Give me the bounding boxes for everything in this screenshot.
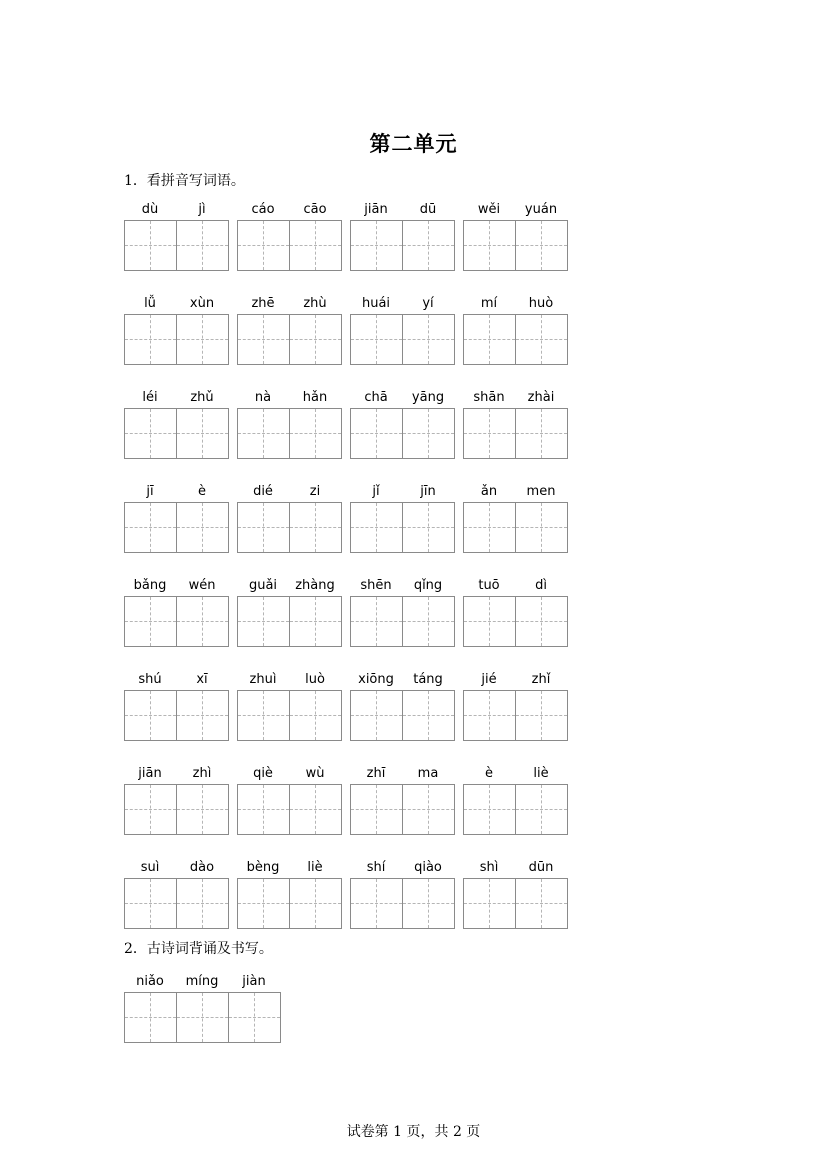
word-item	[124, 482, 228, 556]
writing-cell[interactable]	[177, 221, 228, 270]
word-row	[124, 576, 584, 656]
pinyin-line	[237, 388, 341, 408]
pinyin-syllable: zhài	[527, 390, 555, 405]
pinyin-syllable: huò	[528, 296, 554, 311]
pinyin-syllable: shì	[479, 860, 499, 875]
pinyin-syllable: zhì	[192, 766, 212, 781]
pinyin-syllable: yāng	[411, 390, 445, 405]
pinyin-syllable: dù	[141, 202, 159, 217]
pinyin-syllable: ǎn	[480, 484, 498, 499]
word-item	[350, 388, 454, 462]
pinyin-syllable: zhī	[366, 766, 386, 781]
writing-cell[interactable]	[351, 409, 403, 458]
pinyin-syllable: zhù	[303, 296, 327, 311]
pinyin-line	[124, 764, 228, 784]
pinyin-syllable: è	[198, 484, 206, 499]
writing-cell[interactable]	[125, 879, 177, 928]
poem-writing-box	[124, 972, 284, 1048]
pinyin-line	[350, 670, 454, 690]
word-item	[237, 858, 341, 932]
writing-cell[interactable]	[403, 503, 454, 552]
question-2	[124, 940, 273, 958]
writing-cell[interactable]	[516, 409, 567, 458]
word-item	[237, 482, 341, 556]
pinyin-syllable: wén	[188, 578, 216, 593]
writing-cell[interactable]	[177, 409, 228, 458]
word-item	[463, 200, 567, 274]
writing-boxes	[124, 220, 229, 271]
writing-boxes	[237, 502, 342, 553]
pinyin-line	[124, 576, 228, 596]
question-2-number: 2．	[124, 941, 147, 957]
word-item	[124, 200, 228, 274]
writing-boxes	[350, 314, 455, 365]
writing-boxes	[350, 596, 455, 647]
writing-boxes	[463, 314, 568, 365]
pinyin-line	[463, 670, 567, 690]
writing-cell[interactable]	[464, 315, 516, 364]
writing-cell[interactable]	[238, 315, 290, 364]
writing-cell[interactable]	[403, 879, 454, 928]
writing-cell[interactable]	[125, 315, 177, 364]
pinyin-syllable: dì	[535, 578, 547, 593]
pinyin-syllable: hǎn	[302, 390, 328, 405]
writing-cell[interactable]	[290, 409, 341, 458]
pinyin-line	[463, 200, 567, 220]
pinyin-syllable: men	[526, 484, 556, 499]
writing-boxes	[463, 784, 568, 835]
pinyin-syllable: yí	[422, 296, 434, 311]
writing-cell[interactable]	[290, 221, 341, 270]
word-row	[124, 294, 584, 374]
pinyin-line	[124, 294, 228, 314]
writing-cell[interactable]	[125, 503, 177, 552]
word-item	[124, 388, 228, 462]
pinyin-syllable: léi	[142, 390, 158, 405]
writing-cell[interactable]	[516, 691, 567, 740]
question-1	[124, 172, 245, 190]
writing-cell[interactable]	[177, 315, 228, 364]
pinyin-syllable: shān	[473, 390, 505, 405]
writing-boxes	[463, 408, 568, 459]
pinyin-syllable: niǎo	[136, 974, 164, 989]
pinyin-syllable: shēn	[360, 578, 392, 593]
word-item	[350, 764, 454, 838]
writing-cell[interactable]	[125, 221, 177, 270]
pinyin-syllable: dào	[189, 860, 215, 875]
pinyin-line	[237, 200, 341, 220]
pinyin-syllable: táng	[413, 672, 443, 687]
writing-cell[interactable]	[464, 409, 516, 458]
pinyin-syllable: qiào	[414, 860, 442, 875]
pinyin-syllable: lǚ	[144, 296, 156, 311]
writing-cell[interactable]	[229, 993, 280, 1042]
pinyin-syllable: jǐ	[372, 484, 380, 499]
pinyin-line	[463, 482, 567, 502]
writing-cell[interactable]	[290, 597, 341, 646]
word-item	[463, 294, 567, 368]
pinyin-syllable: dū	[419, 202, 437, 217]
writing-cell[interactable]	[290, 315, 341, 364]
word-row	[124, 200, 584, 280]
writing-cell[interactable]	[177, 503, 228, 552]
writing-boxes	[124, 596, 229, 647]
pinyin-syllable: wù	[305, 766, 325, 781]
pinyin-syllable: qǐng	[413, 578, 443, 593]
word-item	[237, 294, 341, 368]
writing-cell[interactable]	[290, 503, 341, 552]
pinyin-line	[350, 764, 454, 784]
pinyin-syllable: chā	[364, 390, 388, 405]
word-item	[124, 294, 228, 368]
writing-boxes	[124, 408, 229, 459]
word-item	[124, 670, 228, 744]
pinyin-syllable: shí	[366, 860, 386, 875]
word-item	[237, 200, 341, 274]
pinyin-line	[350, 576, 454, 596]
writing-boxes	[124, 878, 229, 929]
word-item	[124, 764, 228, 838]
pinyin-line	[124, 200, 228, 220]
pinyin-syllable: mí	[480, 296, 498, 311]
pinyin-syllable: shú	[138, 672, 162, 687]
word-row	[124, 388, 584, 468]
pinyin-syllable: míng	[185, 974, 219, 989]
word-item	[463, 576, 567, 650]
pinyin-syllable: jié	[481, 672, 497, 687]
pinyin-line	[463, 576, 567, 596]
writing-boxes	[237, 596, 342, 647]
page-footer: 试卷第 1 页，共 2 页	[346, 1124, 481, 1140]
word-item	[237, 576, 341, 650]
word-item	[463, 670, 567, 744]
writing-cell[interactable]	[351, 879, 403, 928]
pinyin-syllable: zhuì	[249, 672, 277, 687]
pinyin-line	[237, 670, 341, 690]
writing-cell[interactable]	[125, 691, 177, 740]
writing-cell[interactable]	[125, 993, 177, 1042]
pinyin-syllable: ma	[417, 766, 439, 781]
word-item	[350, 576, 454, 650]
writing-cell[interactable]	[351, 221, 403, 270]
writing-cell[interactable]	[516, 315, 567, 364]
pinyin-syllable: cáo	[251, 202, 275, 217]
writing-cell[interactable]	[403, 691, 454, 740]
writing-cell[interactable]	[290, 785, 341, 834]
writing-cell[interactable]	[464, 691, 516, 740]
pinyin-syllable: liè	[533, 766, 549, 781]
word-row	[124, 670, 584, 750]
writing-cell[interactable]	[238, 597, 290, 646]
writing-cell[interactable]	[238, 785, 290, 834]
writing-cell[interactable]	[238, 503, 290, 552]
writing-cell[interactable]	[403, 315, 454, 364]
pinyin-syllable: jiān	[138, 766, 162, 781]
writing-boxes	[124, 502, 229, 553]
writing-boxes	[237, 314, 342, 365]
pinyin-line	[124, 858, 228, 878]
writing-cell[interactable]	[177, 597, 228, 646]
pinyin-syllable: qiè	[253, 766, 273, 781]
pinyin-syllable: liè	[307, 860, 323, 875]
question-1-text: 看拼音写词语。	[146, 173, 245, 189]
pinyin-syllable: jì	[198, 202, 206, 217]
writing-cell[interactable]	[516, 785, 567, 834]
writing-cell[interactable]	[125, 409, 177, 458]
writing-cell[interactable]	[516, 503, 567, 552]
writing-boxes	[463, 220, 568, 271]
writing-cell[interactable]	[351, 785, 403, 834]
pinyin-syllable: wěi	[477, 202, 501, 217]
pinyin-syllable: bèng	[246, 860, 280, 875]
word-item	[350, 482, 454, 556]
writing-cell[interactable]	[464, 879, 516, 928]
pinyin-syllable: suì	[140, 860, 160, 875]
writing-cell[interactable]	[238, 221, 290, 270]
writing-cell[interactable]	[516, 221, 567, 270]
word-item	[463, 764, 567, 838]
writing-boxes	[350, 784, 455, 835]
writing-boxes	[124, 784, 229, 835]
writing-cell[interactable]	[125, 785, 177, 834]
writing-cell[interactable]	[464, 503, 516, 552]
writing-boxes	[124, 992, 281, 1043]
pinyin-syllable: luò	[305, 672, 325, 687]
word-item	[350, 294, 454, 368]
writing-cell[interactable]	[403, 221, 454, 270]
writing-cell[interactable]	[403, 597, 454, 646]
writing-cell[interactable]	[351, 691, 403, 740]
writing-boxes	[237, 220, 342, 271]
pinyin-syllable: è	[485, 766, 493, 781]
pinyin-line	[237, 764, 341, 784]
word-item	[237, 388, 341, 462]
word-row	[124, 482, 584, 562]
writing-cell[interactable]	[177, 785, 228, 834]
question-2-text: 古诗词背诵及书写。	[146, 941, 273, 957]
writing-cell[interactable]	[351, 597, 403, 646]
pinyin-syllable: xùn	[189, 296, 215, 311]
writing-boxes	[350, 408, 455, 459]
writing-boxes	[463, 502, 568, 553]
pinyin-syllable: jiàn	[242, 974, 266, 989]
writing-cell[interactable]	[516, 879, 567, 928]
writing-cell[interactable]	[177, 691, 228, 740]
pinyin-syllable: cāo	[303, 202, 327, 217]
writing-cell[interactable]	[464, 785, 516, 834]
writing-boxes	[463, 878, 568, 929]
writing-cell[interactable]	[464, 597, 516, 646]
writing-cell[interactable]	[403, 409, 454, 458]
writing-boxes	[350, 502, 455, 553]
writing-cell[interactable]	[351, 503, 403, 552]
pinyin-line	[237, 576, 341, 596]
pinyin-syllable: yuán	[524, 202, 558, 217]
pinyin-syllable: zi	[309, 484, 321, 499]
writing-cell[interactable]	[403, 785, 454, 834]
pinyin-syllable: dūn	[528, 860, 554, 875]
writing-cell[interactable]	[177, 879, 228, 928]
writing-boxes	[350, 220, 455, 271]
pinyin-line	[463, 294, 567, 314]
word-item	[350, 858, 454, 932]
writing-cell[interactable]	[464, 221, 516, 270]
pinyin-line	[350, 858, 454, 878]
word-item	[237, 670, 341, 744]
pinyin-syllable: dié	[253, 484, 273, 499]
pinyin-line	[237, 482, 341, 502]
writing-cell[interactable]	[290, 879, 341, 928]
writing-cell[interactable]	[238, 691, 290, 740]
word-item	[124, 858, 228, 932]
pinyin-line	[124, 972, 280, 992]
pinyin-syllable: nà	[254, 390, 272, 405]
writing-boxes	[237, 878, 342, 929]
writing-boxes	[237, 408, 342, 459]
writing-cell[interactable]	[516, 597, 567, 646]
pinyin-syllable: xī	[196, 672, 208, 687]
writing-boxes	[237, 690, 342, 741]
word-item	[237, 764, 341, 838]
pinyin-line	[350, 388, 454, 408]
pinyin-syllable: bǎng	[133, 578, 167, 593]
writing-cell[interactable]	[351, 315, 403, 364]
pinyin-syllable: zhǔ	[190, 390, 214, 405]
writing-cell[interactable]	[177, 993, 229, 1042]
question-1-number: 1．	[124, 173, 147, 189]
pinyin-syllable: jī	[146, 484, 154, 499]
pinyin-syllable: huái	[361, 296, 391, 311]
word-row	[124, 764, 584, 844]
writing-boxes	[237, 784, 342, 835]
pinyin-syllable: zhàng	[295, 578, 335, 593]
pinyin-syllable: jiān	[364, 202, 388, 217]
writing-boxes	[463, 596, 568, 647]
writing-cell[interactable]	[290, 691, 341, 740]
word-item	[124, 576, 228, 650]
page-title: 第二单元	[369, 132, 458, 156]
pinyin-line	[350, 482, 454, 502]
word-item	[463, 482, 567, 556]
pinyin-line	[124, 482, 228, 502]
pinyin-line	[124, 670, 228, 690]
pinyin-line	[463, 858, 567, 878]
pinyin-line	[463, 388, 567, 408]
word-item	[350, 200, 454, 274]
pinyin-line	[237, 294, 341, 314]
writing-boxes	[350, 878, 455, 929]
word-item	[350, 670, 454, 744]
pinyin-syllable: xiōng	[358, 672, 394, 687]
pinyin-line	[237, 858, 341, 878]
writing-cell[interactable]	[238, 409, 290, 458]
word-item	[463, 858, 567, 932]
writing-boxes	[350, 690, 455, 741]
pinyin-line	[124, 388, 228, 408]
writing-boxes	[463, 690, 568, 741]
pinyin-syllable: jīn	[420, 484, 436, 499]
writing-cell[interactable]	[238, 879, 290, 928]
pinyin-line	[350, 294, 454, 314]
word-item	[463, 388, 567, 462]
pinyin-syllable: guǎi	[248, 578, 278, 593]
pinyin-syllable: zhǐ	[531, 672, 551, 687]
writing-boxes	[124, 314, 229, 365]
writing-boxes	[124, 690, 229, 741]
pinyin-line	[350, 200, 454, 220]
pinyin-line	[463, 764, 567, 784]
writing-cell[interactable]	[125, 597, 177, 646]
pinyin-syllable: tuō	[478, 578, 500, 593]
word-row	[124, 858, 584, 938]
pinyin-syllable: zhē	[251, 296, 275, 311]
